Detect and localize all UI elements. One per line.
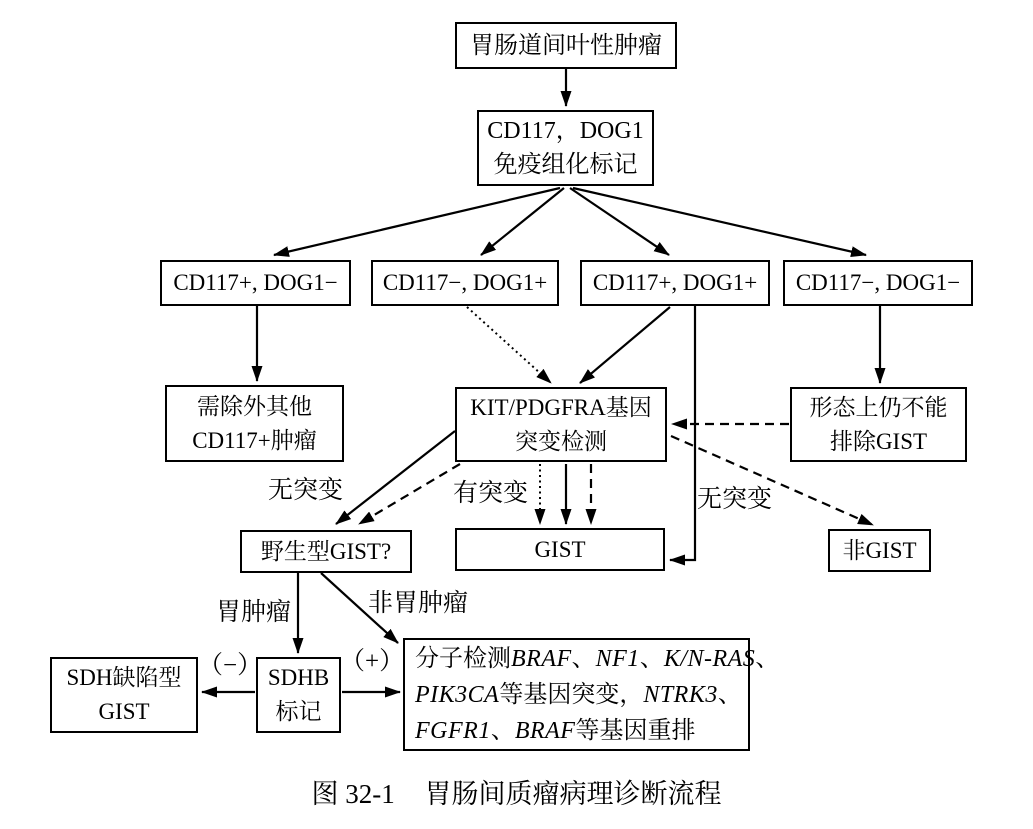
- node-cd117n-dog1p-label: CD117−, DOG1+: [382, 270, 548, 295]
- node-kit-line2: 突变检测: [515, 428, 607, 454]
- node-root-tumor: [455, 22, 677, 69]
- edge-ihc-to-cd117p-dog1n: [274, 188, 560, 255]
- node-exclude-other: [165, 385, 344, 462]
- node-ihc-markers: [477, 110, 654, 186]
- figure-caption: [0, 772, 1033, 811]
- node-ihc-line2: 免疫组化标记: [493, 152, 638, 178]
- node-root-label: 胃肠道间叶性肿瘤: [470, 32, 662, 59]
- node-ihc-line1: CD117，DOG1: [487, 118, 644, 144]
- node-exclude-other-line1: 需除外其他: [197, 393, 312, 419]
- edge-ihc-to-cd117n-dog1n: [573, 188, 866, 255]
- node-morphology-line2: 排除GIST: [829, 428, 928, 454]
- node-gist-label: GIST: [534, 536, 586, 562]
- node-cd117n-dog1p: [371, 260, 559, 306]
- node-cd117n-dog1n: [783, 260, 973, 306]
- node-molecular-testing: 分子检测BRAF、NF1、K/N-RAS、 PIK3CA等基因突变，NTRK3、 FGFR1、BRAF等基因重排: [403, 638, 750, 751]
- edge-cd117p-dog1p-to-kit: [580, 307, 670, 383]
- node-non-gist-label: 非GIST: [842, 537, 917, 563]
- node-exclude-other-line2: CD117+肿瘤: [192, 427, 317, 453]
- node-cd117p-dog1n-label: CD117+, DOG1−: [173, 270, 338, 295]
- label-gastric-tumor: 胃肿瘤: [216, 599, 292, 626]
- label-sdhb-positive: （+）: [340, 648, 405, 675]
- label-non-gastric-tumor: 非胃肿瘤: [368, 590, 469, 617]
- node-cd117n-dog1n-label: CD117−, DOG1−: [795, 270, 961, 295]
- figure-number: 图 32-1: [311, 779, 395, 809]
- node-gist: [455, 528, 665, 571]
- figure-title: 胃肠间质瘤病理诊断流程: [424, 779, 722, 809]
- node-sdh-deficient-gist: [50, 657, 198, 733]
- edge-cd117n-dog1p-to-kit-dotted: [467, 307, 551, 383]
- label-no-mutation-left: 无突变: [268, 477, 344, 504]
- node-cd117p-dog1n: [160, 260, 351, 306]
- edge-kit-to-wildtype-solid: [336, 431, 455, 524]
- label-no-mutation-right: 无突变: [697, 486, 773, 513]
- node-wildtype-gist: [240, 530, 412, 573]
- node-sdhb-marker: [256, 657, 341, 733]
- edge-cd117p-dog1p-to-gist: [670, 306, 695, 560]
- node-morphology-line1: 形态上仍不能: [809, 394, 948, 420]
- node-sdh-deficient-line1: SDH缺陷型: [66, 665, 182, 690]
- node-sdhb-line1: SDHB: [267, 665, 330, 690]
- node-kit-mutation-test: [455, 387, 667, 462]
- node-non-gist: [828, 529, 931, 572]
- node-cd117p-dog1p-label: CD117+, DOG1+: [592, 270, 758, 295]
- edge-ihc-to-cd117n-dog1p: [481, 188, 564, 255]
- node-morphology: [790, 387, 967, 462]
- node-wildtype-gist-label: 野生型GIST?: [260, 538, 392, 564]
- node-cd117p-dog1p: [580, 260, 770, 306]
- node-sdhb-line2: 标记: [275, 699, 322, 724]
- node-kit-line1: KIT/PDGFRA基因: [470, 394, 652, 420]
- label-sdhb-negative: （−）: [198, 652, 263, 679]
- label-mutation-present: 有突变: [453, 480, 529, 507]
- node-sdh-deficient-line2: GIST: [98, 699, 150, 724]
